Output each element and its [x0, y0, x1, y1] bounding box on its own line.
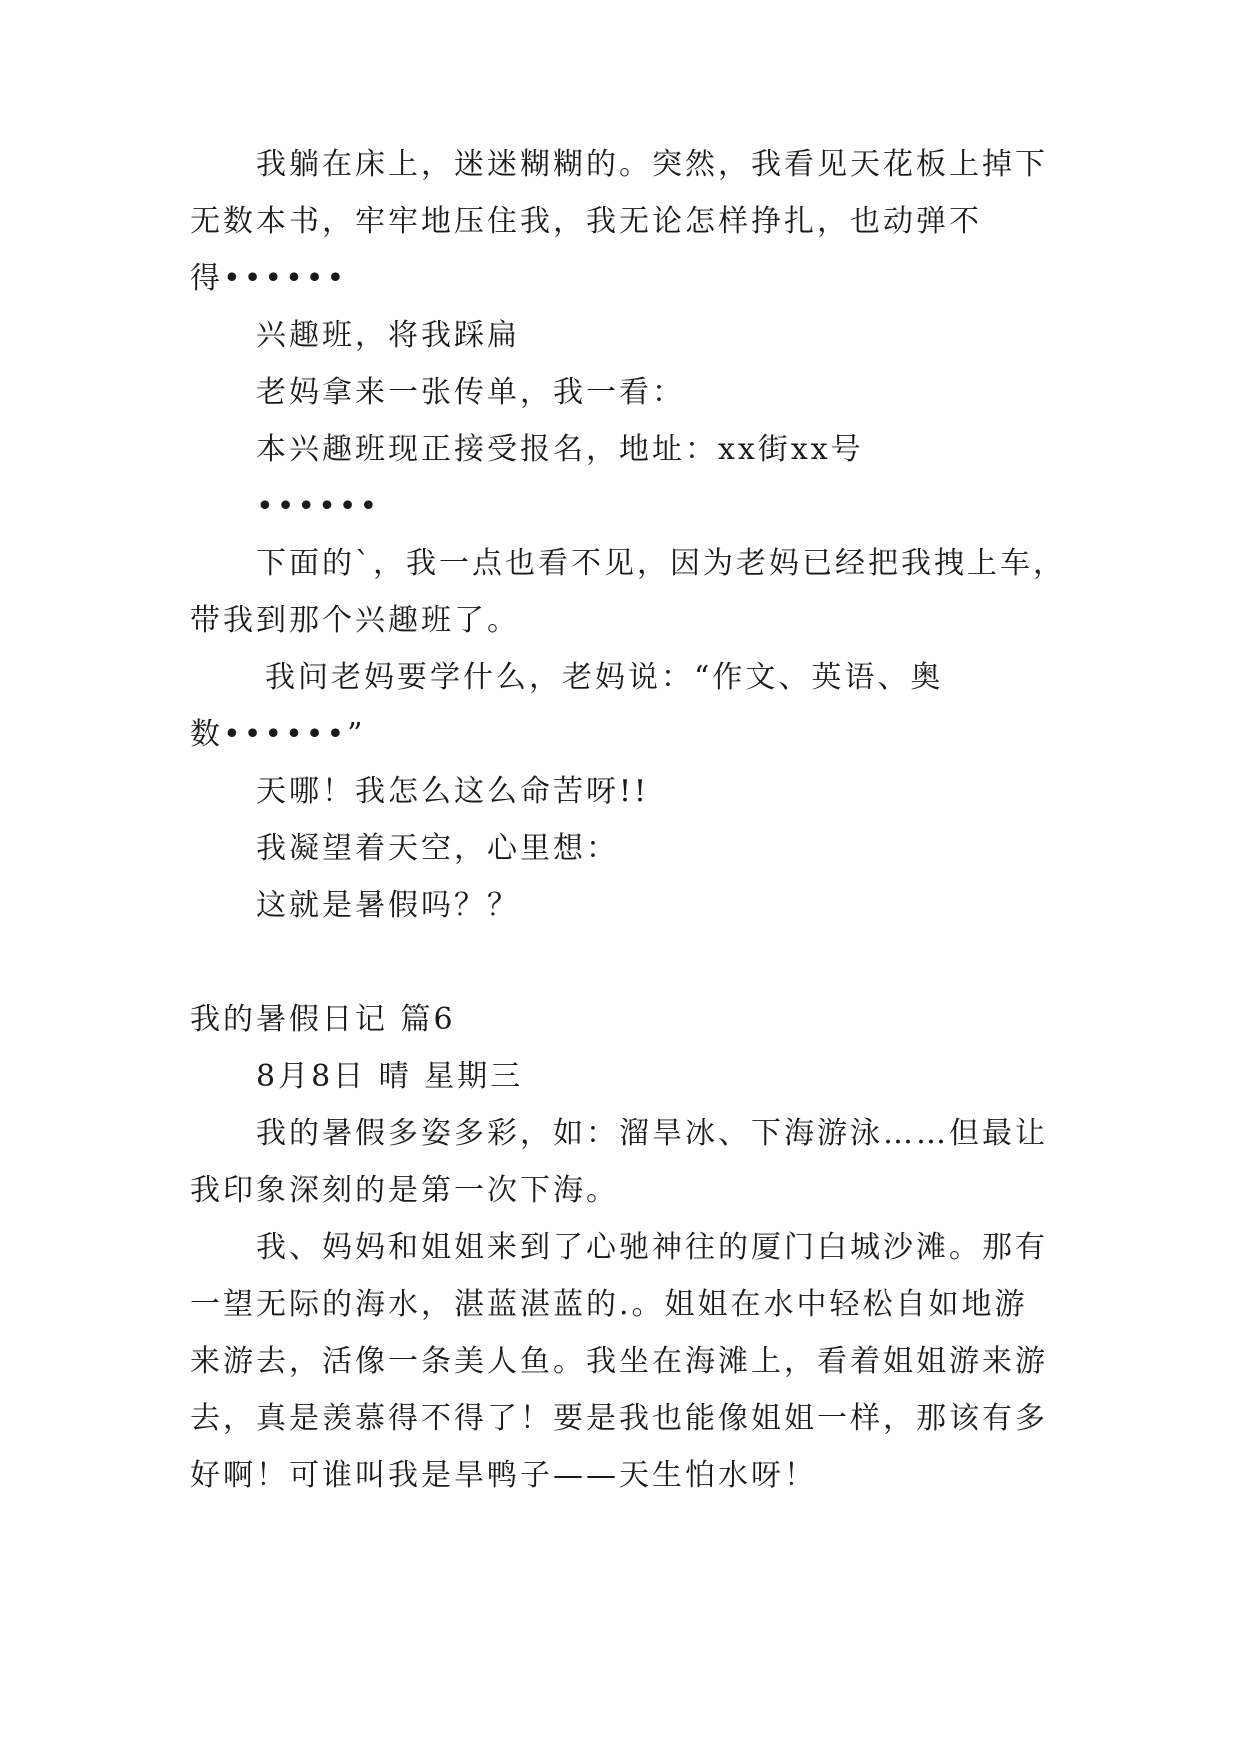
section-title: 我的暑假日记 篇6 — [190, 1002, 456, 1037]
paragraph-line: 带我到那个兴趣班了。 — [190, 603, 520, 638]
paragraph-line: 数••••••” — [190, 717, 366, 752]
paragraph-line: 下面的`，我一点也看不见，因为老妈已经把我拽上车， — [256, 546, 1066, 581]
paragraph-line: 我印象深刻的是第一次下海。 — [190, 1173, 619, 1208]
paragraph-line: 来游去，活像一条美人鱼。我坐在海滩上，看着姐姐游来游 — [190, 1344, 1048, 1379]
paragraph-line: 去，真是羡慕得不得了！要是我也能像姐姐一样，那该有多 — [190, 1401, 1048, 1436]
paragraph-line: 我躺在床上，迷迷糊糊的。突然，我看见天花板上掉下 — [256, 147, 1048, 182]
paragraph-line: 兴趣班，将我踩扁 — [256, 318, 520, 353]
paragraph-line: 得•••••• — [190, 261, 348, 296]
paragraph-line: •••••• — [256, 489, 381, 524]
paragraph-line: 我的暑假多姿多彩，如：溜旱冰、下海游泳……但最让 — [256, 1116, 1048, 1151]
paragraph-line: 这就是暑假吗？？ — [256, 888, 520, 923]
paragraph-line: 我凝望着天空，心里想： — [256, 831, 619, 866]
paragraph-line: 天哪！我怎么这么命苦呀!! — [256, 774, 650, 809]
paragraph-line: 我问老妈要学什么，老妈说：“作文、英语、奥 — [265, 660, 944, 695]
paragraph-line: 无数本书，牢牢地压住我，我无论怎样挣扎，也动弹不 — [190, 204, 982, 239]
diary-date-line: 8月8日 晴 星期三 — [256, 1059, 524, 1094]
paragraph-line: 我、妈妈和姐姐来到了心驰神往的厦门白城沙滩。那有 — [256, 1230, 1048, 1265]
paragraph-line: 一望无际的海水，湛蓝湛蓝的.。姐姐在水中轻松自如地游 — [190, 1287, 1028, 1322]
paragraph-line: 好啊！可谁叫我是旱鸭子——天生怕水呀！ — [190, 1458, 817, 1493]
paragraph-line: 老妈拿来一张传单，我一看： — [256, 375, 685, 410]
paragraph-line: 本兴趣班现正接受报名，地址：xx街xx号 — [256, 432, 864, 467]
